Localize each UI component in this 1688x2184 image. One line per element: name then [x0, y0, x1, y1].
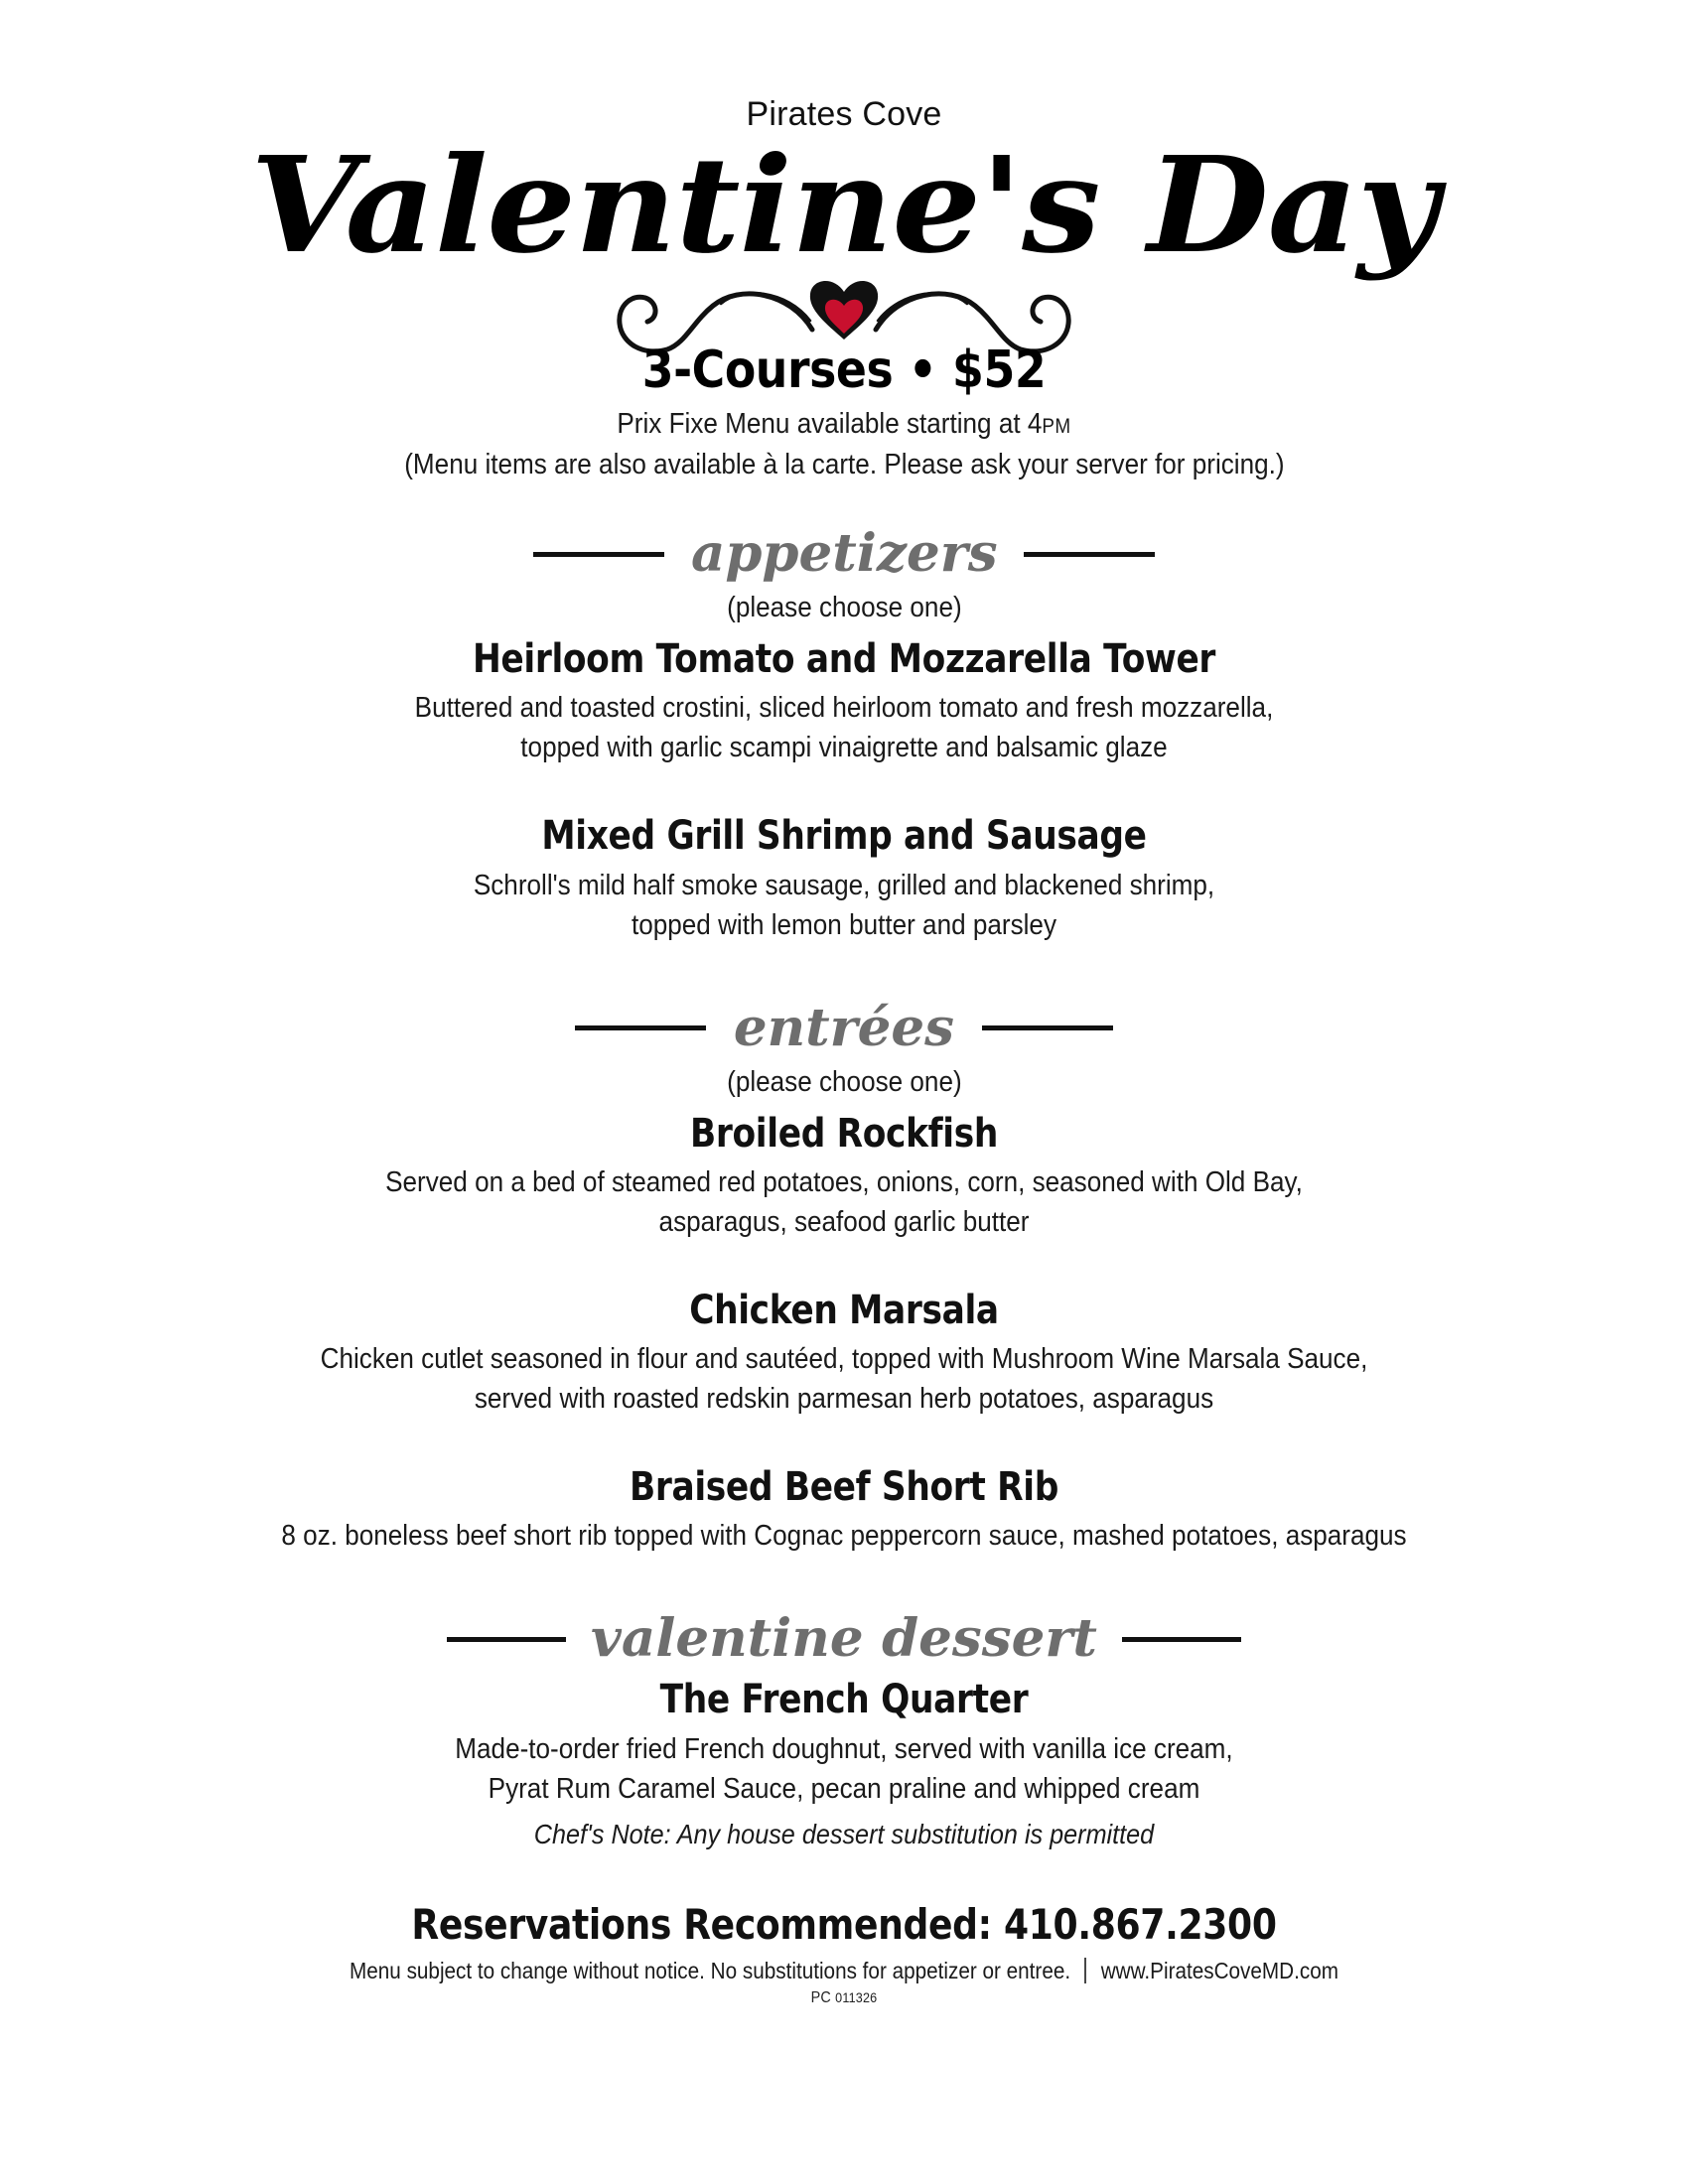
reservations-line: Reservations Recommended: 410.867.2300 — [411, 1899, 1277, 1949]
section-label-appetizers: appetizers — [690, 523, 998, 585]
heading-rule-left — [533, 552, 664, 557]
description-line: topped with garlic scampi vinaigrette and balsamic glaze — [520, 732, 1168, 764]
menu-item — [209, 1452, 1479, 1556]
chefs-note: Chef's Note: Any house dessert substitution is permitted — [533, 1818, 1155, 1849]
brand-name: Pirates Cove — [746, 95, 942, 133]
print-code — [272, 1989, 1416, 2007]
menu-item-description — [272, 866, 1416, 945]
appetizers-instruction: (please choose one) — [726, 592, 962, 624]
description-line: topped with lemon butter and parsley — [631, 908, 1057, 941]
a-la-carte-note: (Menu items are also available à la carte. Please ask your server for pricing.) — [403, 449, 1285, 481]
description-line: 8 oz. boneless beef short rib topped with Cognac peppercorn sauce, mashed potatoes, asparagus — [281, 1520, 1407, 1553]
heading-rule-right — [982, 1025, 1113, 1030]
menu-item — [209, 1276, 1479, 1419]
prix-fixe-note — [617, 407, 1070, 442]
description-line: asparagus, seafood garlic butter — [658, 1205, 1030, 1238]
price-line: 3-Courses • $52 — [641, 340, 1047, 400]
menu-item — [209, 1665, 1479, 1849]
description-line: Made-to-order fried French doughnut, served with vanilla ice cream, — [455, 1732, 1233, 1765]
menu-item-description — [272, 1162, 1416, 1242]
section-heading-dessert — [209, 1608, 1479, 1670]
menu-item — [209, 1099, 1479, 1242]
entrees-instruction: (please choose one) — [726, 1065, 962, 1098]
menu-item-description — [272, 1339, 1416, 1419]
heading-rule-right — [1122, 1637, 1241, 1642]
description-line: Served on a bed of steamed red potatoes, onions, corn, seasoned with Old Bay, — [385, 1165, 1303, 1198]
prix-fixe-time: 4 — [1027, 408, 1043, 441]
description-line: Chicken cutlet seasoned in flour and sautéed, topped with Mushroom Wine Marsala Sauce, — [320, 1343, 1368, 1376]
prix-fixe-ampm: PM — [1042, 415, 1071, 439]
menu-item-name: Broiled Rockfish — [690, 1110, 998, 1157]
print-code-prefix: PC — [810, 1988, 836, 2006]
print-code-number: 011326 — [835, 1988, 878, 2005]
menu-item — [209, 624, 1479, 767]
heading-rule-right — [1024, 552, 1155, 557]
website-link[interactable]: www.PiratesCoveMD.com — [1100, 1957, 1338, 1983]
section-heading-entrees — [209, 997, 1479, 1058]
menu-item-name: Braised Beef Short Rib — [629, 1464, 1059, 1511]
page-title: Valentine's Day — [250, 128, 1438, 283]
menu-item-name: Heirloom Tomato and Mozzarella Tower — [472, 636, 1216, 683]
menu-item-description — [272, 688, 1416, 767]
section-heading-appetizers — [209, 523, 1479, 585]
footer — [209, 1899, 1479, 2007]
description-line: Schroll's mild half smoke sausage, grilled and blackened shrimp, — [473, 869, 1215, 901]
disclaimer-text: Menu subject to change without notice. No substitutions for appetizer or entree. — [350, 1957, 1071, 1983]
menu-item-description — [272, 1516, 1416, 1556]
section-label-entrees: entrées — [733, 997, 955, 1058]
menu-item — [209, 801, 1479, 944]
menu-item-name: Mixed Grill Shrimp and Sausage — [541, 813, 1147, 860]
description-line: served with roasted redskin parmesan herb potatoes, asparagus — [474, 1383, 1214, 1416]
menu-item-name: The French Quarter — [659, 1677, 1029, 1723]
menu-item-description — [272, 1729, 1416, 1809]
prix-fixe-prefix: Prix Fixe Menu available starting at — [617, 408, 1028, 441]
heading-rule-left — [575, 1025, 706, 1030]
description-line: Buttered and toasted crostini, sliced heirloom tomato and fresh mozzarella, — [414, 692, 1274, 725]
vertical-divider — [1085, 1958, 1087, 1983]
section-label-dessert: valentine dessert — [591, 1608, 1097, 1670]
footer-fineprint — [272, 1957, 1416, 1985]
heading-rule-left — [447, 1637, 566, 1642]
description-line: Pyrat Rum Caramel Sauce, pecan praline and whipped cream — [488, 1772, 1200, 1805]
menu-item-name: Chicken Marsala — [689, 1287, 999, 1333]
